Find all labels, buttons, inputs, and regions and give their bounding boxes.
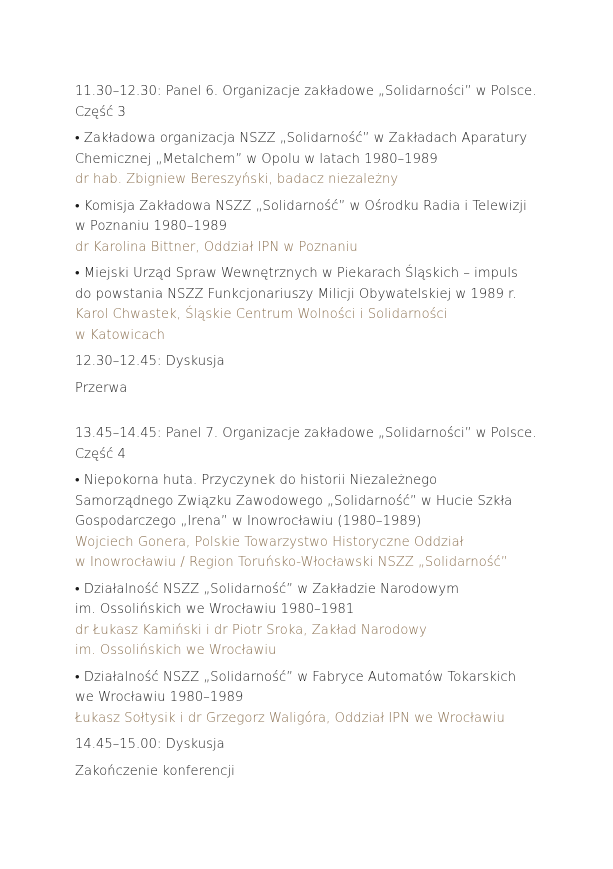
- talk-title: im. Ossolińskich we Wrocławiu 1980–1981: [75, 602, 355, 617]
- talk-author: dr Karolina Bittner, Oddział IPN w Poznaniu: [75, 239, 358, 255]
- talk-title: • Działalność NSZZ „Solidarność” w Zakładzie Narodowym: [75, 581, 459, 597]
- panel-6-discussion: 12.30–12.45: Dyskusja: [75, 354, 225, 369]
- talk-title: • Miejski Urząd Spraw Wewnętrznych w Piekarach Śląskich – impuls: [75, 266, 518, 281]
- break-label: Przerwa: [75, 380, 128, 396]
- panel-7-title: 13.45–14.45: Panel 7. Organizacje zakładowe „Solidarności” w Polsce.: [75, 426, 537, 441]
- panel-7-discussion: 14.45–15.00: Dyskusja: [75, 737, 225, 752]
- panel-6-item-3: [75, 264, 545, 346]
- talk-title: w Poznaniu 1980–1989: [75, 219, 228, 234]
- talk-title: • Niepokorna huta. Przyczynek do historii Niezależnego: [75, 473, 438, 488]
- conference-program-page: [75, 82, 545, 782]
- panel-7-item-2: [75, 580, 545, 662]
- talk-author: w Katowicach: [75, 327, 166, 343]
- talk-author: Karol Chwastek, Śląskie Centrum Wolności i Solidarności: [75, 307, 448, 322]
- talk-title: • Komisja Zakładowa NSZZ „Solidarność” w Ośrodku Radia i Telewizji: [75, 198, 527, 214]
- panel-6-header: [75, 82, 545, 123]
- talk-title: • Zakładowa organizacja NSZZ „Solidarność” w Zakładach Aparatury: [75, 131, 528, 146]
- talk-author: Wojciech Gonera, Polskie Towarzystwo Historyczne Oddział: [75, 534, 464, 550]
- panel-7-item-3: [75, 668, 545, 730]
- talk-author: im. Ossolińskich we Wrocławiu: [75, 643, 277, 658]
- panel-6-item-1: [75, 129, 545, 191]
- panel-6-item-2: [75, 197, 545, 259]
- panel-7-header: [75, 424, 545, 465]
- talk-author: dr hab. Zbigniew Bereszyński, badacz niezależny: [75, 172, 399, 187]
- closing-label: Zakończenie konferencji: [75, 763, 235, 779]
- panel-6-title: 11.30–12.30: Panel 6. Organizacje zakładowe „Solidarności” w Polsce.: [75, 84, 537, 99]
- talk-title: Chemicznej „Metalchem” w Opolu w latach 1980–1989: [75, 151, 438, 167]
- panel-7-part: Część 4: [75, 446, 126, 462]
- talk-title: Gospodarczego „Irena” w Inowrocławiu (1980–1989): [75, 514, 422, 529]
- talk-title: we Wrocławiu 1980–1989: [75, 690, 244, 705]
- talk-title: do powstania NSZZ Funkcjonariuszy Milicji Obywatelskiej w 1989 r.: [75, 286, 517, 302]
- talk-title: Samorządnego Związku Zawodowego „Solidarność” w Hucie Szkła: [75, 493, 513, 509]
- talk-author: dr Łukasz Kamiński i dr Piotr Sroka, Zakład Narodowy: [75, 622, 427, 638]
- talk-author: w Inowrocławiu / Region Toruńsko-Włocławski NSZZ „Solidarność”: [75, 555, 508, 570]
- panel-7-item-1: [75, 471, 545, 574]
- panel-6-part: Część 3: [75, 104, 126, 120]
- talk-title: • Działalność NSZZ „Solidarność” w Fabryce Automatów Tokarskich: [75, 669, 517, 685]
- talk-author: Łukasz Sołtysik i dr Grzegorz Waligóra, Oddział IPN we Wrocławiu: [75, 710, 505, 726]
